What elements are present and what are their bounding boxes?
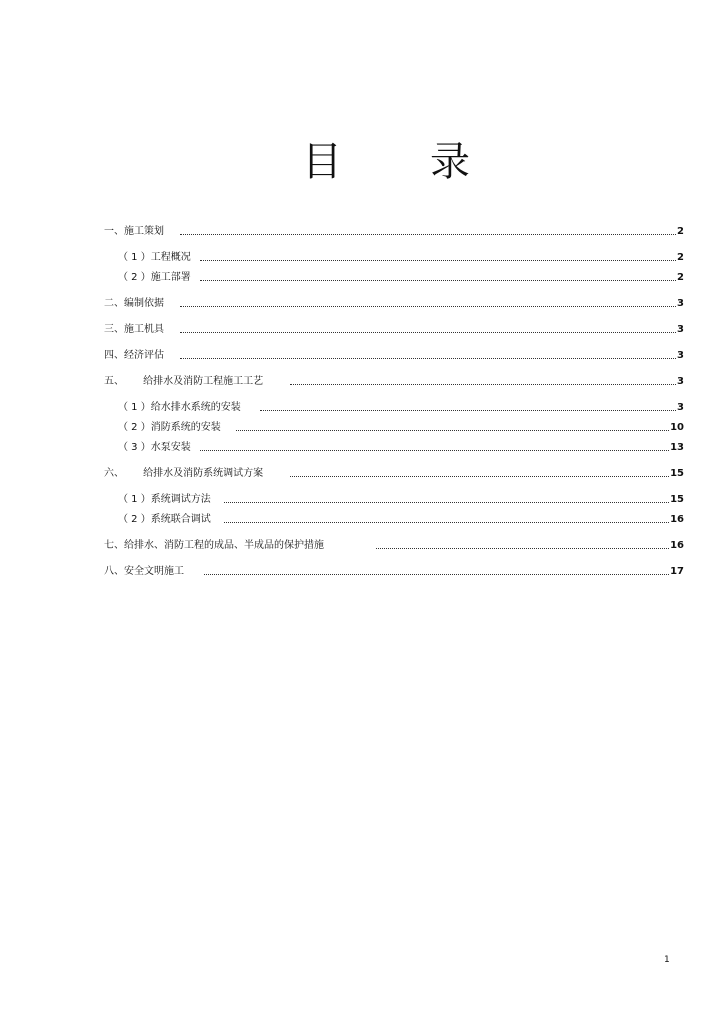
toc-entry-14[interactable]	[104, 538, 684, 552]
toc-entry-4[interactable]	[104, 296, 684, 310]
toc-label: （ 1 ）工程概况	[118, 252, 191, 263]
toc-leader	[204, 574, 669, 575]
toc-page: 2	[677, 252, 684, 263]
toc-leader	[180, 234, 676, 235]
toc-page: 10	[670, 422, 684, 433]
toc-leader	[180, 306, 676, 307]
toc-leader	[236, 430, 669, 431]
toc-page: 13	[670, 442, 684, 453]
toc-label: （ 1 ）系统调试方法	[118, 494, 211, 505]
toc-leader	[180, 358, 676, 359]
toc-leader	[260, 410, 676, 411]
toc-page: 16	[670, 514, 684, 525]
toc-label: （ 2 ）系统联合调试	[118, 514, 211, 525]
toc-leader	[200, 260, 676, 261]
toc-leader	[224, 522, 669, 523]
toc-entry-2[interactable]	[118, 250, 684, 264]
toc-label: 六、 给排水及消防系统调试方案	[104, 468, 264, 479]
toc-page: 15	[670, 494, 684, 505]
toc-label: 五、 给排水及消防工程施工工艺	[104, 376, 264, 387]
toc-page: 2	[677, 272, 684, 283]
toc-entry-8[interactable]	[118, 400, 684, 414]
toc-entry-5[interactable]	[104, 322, 684, 336]
toc-entry-11[interactable]	[104, 466, 684, 480]
toc-entry-6[interactable]	[104, 348, 684, 362]
toc-label: 八、安全文明施工	[104, 566, 184, 577]
toc-label: （ 2 ）消防系统的安装	[118, 422, 221, 433]
title-char-2: 录	[430, 139, 470, 185]
toc-page: 3	[677, 350, 684, 361]
title-char-1: 目	[302, 139, 342, 185]
toc-label: （ 3 ）水泵安装	[118, 442, 191, 453]
toc-page: 17	[670, 566, 684, 577]
toc-label: （ 2 ）施工部署	[118, 272, 191, 283]
toc-leader	[290, 384, 676, 385]
toc-entry-10[interactable]	[118, 440, 684, 454]
toc-leader	[200, 450, 669, 451]
toc-leader	[376, 548, 669, 549]
toc-label: 四、经济评估	[104, 350, 164, 361]
toc-page: 3	[677, 376, 684, 387]
toc-leader	[200, 280, 676, 281]
toc-label: 七、给排水、消防工程的成品、半成品的保护措施	[104, 540, 324, 551]
toc-label: 三、施工机具	[104, 324, 164, 335]
toc-label: 一、施工策划	[104, 226, 164, 237]
toc-entry-13[interactable]	[118, 512, 684, 526]
toc-entry-12[interactable]	[118, 492, 684, 506]
toc-entry-7[interactable]	[104, 374, 684, 388]
toc-page: 3	[677, 324, 684, 335]
page-number: 1	[664, 955, 670, 965]
toc-entry-1[interactable]	[104, 224, 684, 238]
toc-entry-3[interactable]	[118, 270, 684, 284]
toc-page: 3	[677, 298, 684, 309]
toc-label: 二、编制依据	[104, 298, 164, 309]
toc-leader	[290, 476, 669, 477]
toc-entry-15[interactable]	[104, 564, 684, 578]
toc-page: 3	[677, 402, 684, 413]
toc-page: 2	[677, 226, 684, 237]
toc-page: 16	[670, 540, 684, 551]
toc-leader	[224, 502, 669, 503]
toc-leader	[180, 332, 676, 333]
toc-label: （ 1 ）给水排水系统的安装	[118, 402, 241, 413]
toc-entry-9[interactable]	[118, 420, 684, 434]
toc-page: 15	[670, 468, 684, 479]
